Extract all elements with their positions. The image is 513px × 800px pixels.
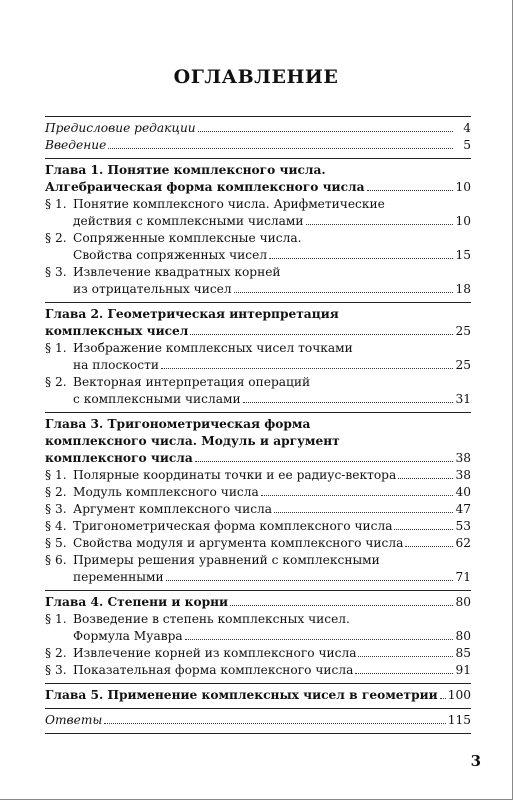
entry-text: Глава 3. Тригонометрическая форма [45,417,311,431]
section-entry [45,484,471,501]
section-number: § 4. [45,519,67,533]
page-ref: 38 [455,468,471,482]
dot-leader [440,689,446,699]
page-ref: 5 [463,138,471,152]
dot-leader [166,571,453,581]
entry-line [45,535,471,552]
dot-leader [198,122,453,132]
entry-text: комплексного числа. Модуль и аргумент [45,434,340,448]
page-ref: 53 [455,519,471,533]
section-number: § 6. [45,553,67,567]
page-ref: 47 [455,502,471,516]
section-entry [45,518,471,535]
dot-leader [190,325,453,335]
toc-entry [45,712,471,729]
section-number: § 2. [45,646,67,660]
dot-leader [104,714,445,724]
page-ref: 31 [455,392,471,406]
dot-leader [161,359,453,369]
entry-line [45,433,471,450]
section-entry [45,264,471,298]
page-ref: 40 [455,485,471,499]
section-entry [45,467,471,484]
section-number: § 2. [45,375,67,389]
toc-entry [45,120,471,137]
page-ref: 15 [455,248,471,262]
section-number: § 1. [45,612,67,626]
entry-line [45,264,471,281]
page-ref: 25 [455,358,471,372]
entry-text: Извлечение квадратных корней [73,265,281,279]
entry-text: комплексного числа [45,451,193,465]
chapter-entry [45,594,471,611]
entry-text: Извлечение корней из комплексного числа [73,646,357,660]
table-of-contents [45,116,471,734]
entry-line [45,645,471,662]
page-ref: 62 [455,536,471,550]
entry-line [45,374,471,391]
dot-leader [195,452,453,462]
dot-leader [367,181,453,191]
section-entry [45,611,471,645]
entry-text: переменными [73,570,164,584]
entry-text: Понятие комплексного числа. Арифметические [73,197,385,211]
entry-text: Свойства модуля и аргумента комплексного числа [73,536,404,550]
dot-leader [355,664,453,674]
section-entry [45,535,471,552]
dot-leader [185,630,453,640]
section-number: § 3. [45,663,67,677]
chapter-entry [45,162,471,196]
chapter-entry [45,306,471,340]
entry-line [45,611,471,628]
page-ref: 115 [447,713,471,727]
page-ref: 91 [455,663,471,677]
chapter-block [45,591,471,683]
entry-line [45,552,471,569]
chapter-block [45,413,471,590]
section-entry [45,196,471,230]
chapter-entry [45,416,471,467]
entry-text: комплексных чисел [45,324,189,338]
entry-line [45,340,471,357]
page-ref: 100 [447,688,471,702]
entry-text: из отрицательных чисел [73,282,232,296]
dot-leader [394,520,453,530]
section-entry [45,374,471,408]
entry-line [45,230,471,247]
section-entry [45,645,471,662]
page-ref: 18 [455,282,471,296]
entry-text: действия с комплексными числами [73,214,304,228]
entry-text: Ответы [45,713,103,727]
entry-line [45,467,471,484]
section-entry [45,501,471,518]
entry-line [45,281,471,298]
dot-leader [398,469,453,479]
section-entry [45,662,471,679]
entry-text: Изображение комплексных чисел точками [73,341,353,355]
entry-text: Векторная интерпретация операций [73,375,311,389]
chapter-block [45,159,471,302]
entry-line [45,518,471,535]
dot-leader [243,393,453,403]
entry-text: Сопряженные комплексные числа. [73,231,302,245]
page-number: 3 [470,752,481,770]
entry-text: на плоскости [73,358,159,372]
section-entry [45,552,471,586]
page-title: ОГЛАВЛЕНИЕ [173,66,339,88]
entry-line [45,162,471,179]
entry-line [45,196,471,213]
dot-leader [108,139,453,149]
entry-line [45,213,471,230]
entry-text: Примеры решения уравнений с комплексными [73,553,380,567]
entry-text: Возведение в степень комплексных чисел. [73,612,350,626]
page-ref: 80 [455,595,471,609]
entry-line [45,501,471,518]
dot-leader [230,596,453,606]
entry-text: Аргумент комплексного числа [73,502,273,516]
section-number: § 5. [45,536,67,550]
section-entry [45,340,471,374]
page-ref: 10 [455,180,471,194]
front-matter [45,117,471,158]
section-entry [45,230,471,264]
entry-text: Формула Муавра [73,629,183,643]
entry-line [45,391,471,408]
entry-line [45,357,471,374]
dot-leader [405,537,453,547]
entry-text: Модуль комплексного числа [73,485,259,499]
entry-line [45,120,471,137]
entry-line [45,306,471,323]
entry-line [45,687,471,704]
section-number: § 1. [45,197,67,211]
dot-leader [306,215,453,225]
entry-line [45,594,471,611]
entry-line [45,323,471,340]
section-number: § 3. [45,265,67,279]
section-number: § 2. [45,231,67,245]
entry-line [45,484,471,501]
chapter-block [45,303,471,412]
entry-text: Глава 5. Применение комплексных чисел в геометрии [45,688,438,702]
dot-leader [358,647,453,657]
back-matter [45,709,471,733]
entry-line [45,628,471,645]
entry-text: Глава 1. Понятие комплексного числа. [45,163,326,177]
entry-text: Глава 4. Степени и корни [45,595,229,609]
entry-line [45,450,471,467]
entry-text: Полярные координаты точки и ее радиус-вектора [73,468,397,482]
entry-line [45,247,471,264]
section-number: § 2. [45,485,67,499]
page-ref: 80 [455,629,471,643]
entry-line [45,712,471,729]
entry-text: Алгебраическая форма комплексного числа [45,180,365,194]
entry-text: с комплексными числами [73,392,241,406]
entry-line [45,179,471,196]
entry-text: Показательная форма комплексного числа [73,663,354,677]
page-ref: 10 [455,214,471,228]
page-ref: 85 [455,646,471,660]
entry-line [45,416,471,433]
page-ref: 71 [455,570,471,584]
toc-entry [45,137,471,154]
section-number: § 3. [45,502,67,516]
entry-text: Глава 2. Геометрическая интерпретация [45,307,339,321]
dot-leader [261,486,453,496]
chapter-block [45,684,471,708]
section-number: § 1. [45,341,67,355]
chapter-entry [45,687,471,704]
entry-text: Предисловие редакции [45,121,196,135]
entry-line [45,137,471,154]
dot-leader [269,249,453,259]
divider [45,733,471,734]
page-ref: 25 [455,324,471,338]
entry-text: Свойства сопряженных чисел [73,248,268,262]
page-ref: 4 [463,121,471,135]
dot-leader [274,503,453,513]
page-ref: 38 [455,451,471,465]
entry-text: Введение [45,138,107,152]
dot-leader [234,283,453,293]
entry-text: Тригонометрическая форма комплексного числа [73,519,393,533]
section-number: § 1. [45,468,67,482]
entry-line [45,662,471,679]
entry-line [45,569,471,586]
